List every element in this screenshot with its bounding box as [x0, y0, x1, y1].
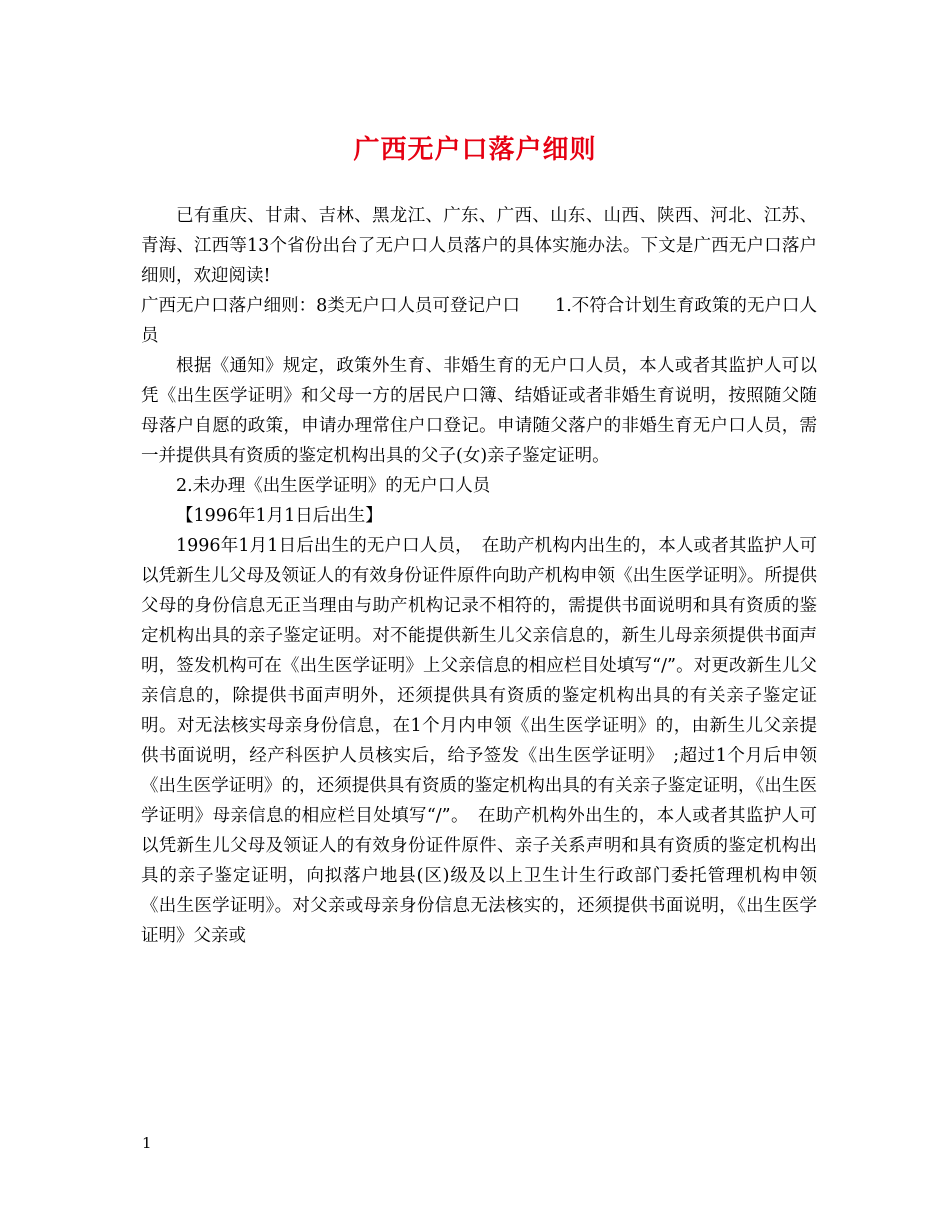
paragraph-intro: 已有重庆、甘肃、吉林、黑龙江、广东、广西、山东、山西、陕西、河北、江苏、青海、江西等13个省份出台了无户口人员落户的具体实施办法。下文是广西无户口落户细则，欢迎阅读! — [141, 206, 817, 286]
paragraph-birth-certificate-rules: 1996年1月1日后出生的无户口人员， 在助产机构内出生的，本人或者其监护人可以凭新生儿父母及领证人的有效身份证件原件向助产机构申领《出生医学证明》。所提供父母的身份信息无正当理由与助产机构记录不相符的，需提供书面说明和具有资质的鉴定机构出具的亲子鉴定证明。对不能提供新生儿父亲信息的，新生儿母亲须提供书面声明，签发机构可在《出生医学证明》上父亲信息的相应栏目处填写“/”。对更改新生儿父亲信息的，除提供书面声明外，还须提供具有资质的鉴定机构出具的有关亲子鉴定证明。对无法核实母亲身份信息，在1个月内申领《出生医学证明》的，由新生儿父亲提供书面说明，经产科医护人员核实后，给予签发《出生医学证明》 ;超过1个月后申领《出生医学证明》的，还须提供具有资质的鉴定机构出具的有关亲子鉴定证明，《出生医学证明》母亲信息的相应栏目处填写“/”。 在助产机构外出生的，本人或者其监护人可以凭新生儿父母及领证人的有效身份证件原件、亲子关系声明和具有资质的鉴定机构出具的亲子鉴定证明，向拟落户地县(区)级及以上卫生计生行政部门委托管理机构申领《出生医学证明》。对父亲或母亲身份信息无法核实的，还须提供书面说明，《出生医学证明》父亲或 — [141, 536, 817, 946]
paragraph-notice-rule: 根据《通知》规定，政策外生育、非婚生育的无户口人员，本人或者其监护人可以凭《出生医学证明》和父母一方的居民户口簿、结婚证或者非婚生育说明，按照随父随母落户自愿的政策，申请办理常住户口登记。申请随父落户的非婚生育无户口人员，需一并提供具有资质的鉴定机构出具的父子(女)亲子鉴定证明。 — [141, 356, 817, 466]
paragraph-date-heading: 【1996年1月1日后出生】 — [176, 506, 383, 526]
document-body — [141, 201, 817, 951]
paragraph-item-2-heading: 2.未办理《出生医学证明》的无户口人员 — [176, 476, 491, 496]
page-number: 1 — [142, 1134, 152, 1152]
paragraph-section-heading: 广西无户口落户细则：8类无户口人员可登记户口 1.不符合计划生育政策的无户口人员 — [141, 296, 817, 346]
document-title: 广西无户口落户细则 — [353, 135, 597, 165]
